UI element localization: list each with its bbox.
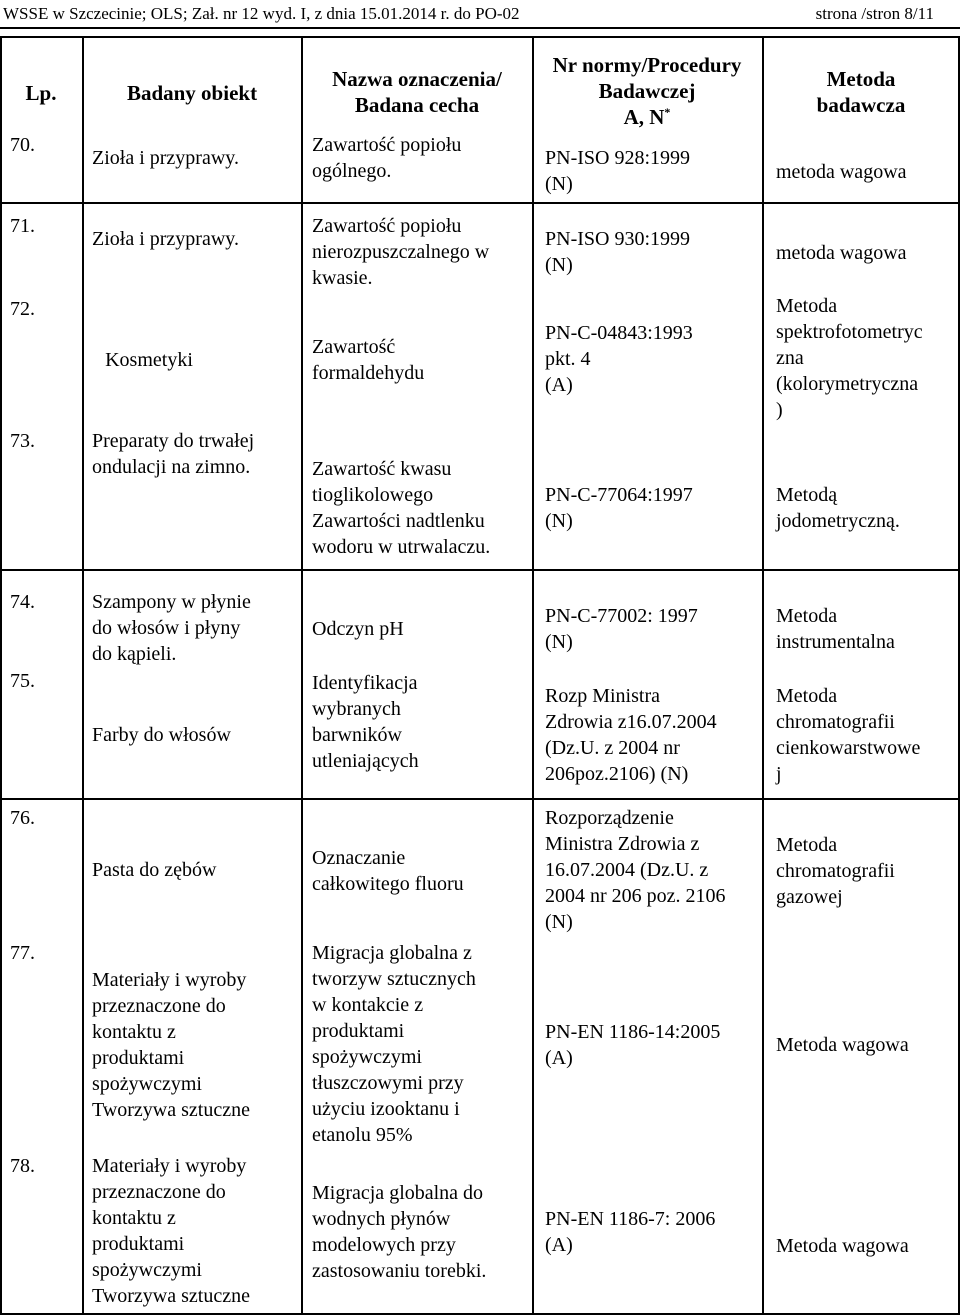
row-74-lp: 74.: [10, 591, 35, 613]
row-77-name: Migracja globalna z tworzyw sztucznych w kontakcie z produktami spożywczymi tłuszczowymi przy użyciu izooktanu i etanolu 95%: [312, 942, 476, 1146]
row-74-method: Metoda instrumentalna: [776, 605, 895, 653]
row-77-lp: 77.: [10, 942, 35, 964]
row-72-lp: 72.: [10, 298, 35, 320]
col-header-method: Metoda badawcza: [816, 67, 906, 117]
column-divider: [532, 36, 534, 1314]
row-74-norm: PN-C-77002: 1997 (N): [545, 605, 698, 653]
row-73-name: Zawartość kwasu tioglikolowego Zawartości nadtlenku wodoru w utrwalaczu.: [312, 458, 491, 558]
column-divider: [82, 36, 84, 1314]
table-left-border: [0, 36, 2, 1314]
row-75-object: Farby do włosów: [92, 724, 231, 746]
row-73-method: Metodą jodometryczną.: [776, 484, 900, 532]
col-header-norm: [536, 52, 758, 130]
column-divider: [301, 36, 303, 1314]
row-75-method: Metoda chromatografii cienkowarstwowe j: [776, 685, 921, 785]
row-78-method: Metoda wagowa: [776, 1235, 909, 1257]
row-74-object: Szampony w płynie do włosów i płyny do kąpieli.: [92, 591, 251, 665]
row-70-name: Zawartość popiołu ogólnego.: [312, 134, 462, 182]
row-78-lp: 78.: [10, 1155, 35, 1177]
column-divider: [762, 36, 764, 1314]
row-72-method: Metoda spektrofotometryc zna (kolorymetryczna ): [776, 295, 923, 421]
row-71-name: Zawartość popiołu nierozpuszczalnego w kwasie.: [312, 215, 490, 289]
row-divider: [0, 569, 960, 571]
row-72-name: Zawartość formaldehydu: [312, 336, 425, 384]
row-77-method: Metoda wagowa: [776, 1034, 909, 1056]
page-header: [0, 0, 960, 26]
header-document-reference: WSSE w Szczecinie; OLS; Zał. nr 12 wyd. I, z dnia 15.01.2014 r. do PO-02: [3, 4, 520, 23]
row-78-object: Materiały i wyroby przeznaczone do kontaktu z produktami spożywczymi Tworzywa sztuczne: [92, 1155, 250, 1307]
row-78-name: Migracja globalna do wodnych płynów modelowych przy zastosowaniu torebki.: [312, 1182, 487, 1282]
row-71-lp: 71.: [10, 215, 35, 237]
row-77-object: Materiały i wyroby przeznaczone do kontaktu z produktami spożywczymi Tworzywa sztuczne: [92, 969, 250, 1121]
row-70-lp: 70.: [10, 134, 35, 156]
col-header-norm-code: A, N*: [623, 105, 671, 129]
row-71-method: metoda wagowa: [776, 242, 907, 264]
row-76-norm: Rozporządzenie Ministra Zdrowia z 16.07.2004 (Dz.U. z 2004 nr 206 poz. 2106 (N): [545, 807, 726, 933]
row-78-norm: PN-EN 1186-7: 2006 (A): [545, 1208, 716, 1256]
col-header-name: Nazwa oznaczenia/ Badana cecha: [332, 67, 502, 117]
col-header-lp: Lp.: [25, 81, 57, 105]
row-76-method: Metoda chromatografii gazowej: [776, 834, 895, 908]
table-bottom-border: [0, 1313, 960, 1315]
row-70-norm: PN-ISO 928:1999 (N): [545, 147, 691, 195]
row-73-object: Preparaty do trwałej ondulacji na zimno.: [92, 430, 255, 478]
row-71-norm: PN-ISO 930:1999 (N): [545, 228, 691, 276]
row-divider: [0, 202, 960, 204]
row-74-name: Odczyn pH: [312, 618, 404, 640]
row-76-object: Pasta do zębów: [92, 859, 217, 881]
row-72-object: Kosmetyki: [105, 349, 193, 371]
header-rule: [0, 27, 960, 29]
table-top-border: [0, 36, 960, 38]
row-75-norm: Rozp Ministra Zdrowia z16.07.2004 (Dz.U. z 2004 nr 206poz.2106) (N): [545, 685, 717, 785]
row-75-name: Identyfikacja wybranych barwników utleniających: [312, 672, 419, 772]
row-71-object: Zioła i przyprawy.: [92, 228, 239, 250]
row-76-lp: 76.: [10, 807, 35, 829]
col-header-object: Badany obiekt: [126, 81, 258, 105]
row-76-name: Oznaczanie całkowitego fluoru: [312, 847, 464, 895]
col-header-norm-title: Nr normy/Procedury Badawczej: [552, 53, 742, 103]
row-75-lp: 75.: [10, 670, 35, 692]
row-72-norm: PN-C-04843:1993 pkt. 4 (A): [545, 322, 693, 396]
row-70-object: Zioła i przyprawy.: [92, 147, 239, 169]
row-73-norm: PN-C-77064:1997 (N): [545, 484, 693, 532]
row-divider: [0, 798, 960, 800]
header-page-number: strona /stron 8/11: [815, 4, 934, 23]
row-77-norm: PN-EN 1186-14:2005 (A): [545, 1021, 721, 1069]
row-70-method: metoda wagowa: [776, 161, 907, 183]
table-right-border: [958, 36, 960, 1314]
row-73-lp: 73.: [10, 430, 35, 452]
